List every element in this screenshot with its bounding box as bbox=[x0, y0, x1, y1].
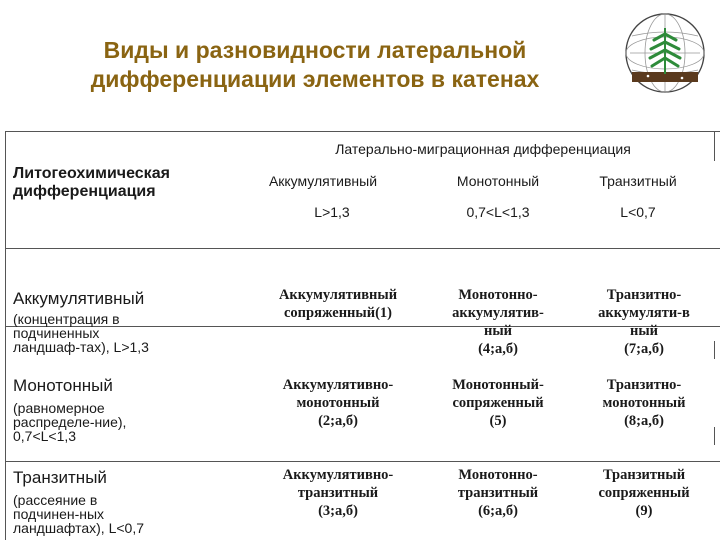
table-row-rule-2 bbox=[5, 461, 720, 462]
page-title bbox=[20, 36, 610, 94]
row-desc-line: 0,7<L<1,3 bbox=[13, 428, 77, 444]
cell-line: Аккумулятивно- bbox=[282, 467, 394, 483]
row-desc-line: (равномерное bbox=[13, 400, 105, 416]
cell-line: сопряженный bbox=[452, 395, 544, 411]
matrix-cell bbox=[571, 466, 717, 520]
cell-line: (8;а,б) bbox=[624, 413, 664, 429]
cell-line: (7;а,б) bbox=[624, 341, 664, 357]
table-top-rule bbox=[5, 131, 720, 132]
column-label: Аккумулятивный bbox=[268, 173, 378, 189]
cell-line: сопряженный(1) bbox=[284, 305, 392, 321]
cell-line: монотонный bbox=[602, 395, 686, 411]
cell-line: транзитный bbox=[297, 485, 379, 501]
cell-line: Транзитно- bbox=[606, 377, 682, 393]
matrix-cell bbox=[425, 376, 571, 430]
row-desc-line: распределе-ние), bbox=[13, 414, 127, 430]
matrix-cell bbox=[571, 286, 717, 358]
cell-line: (4;а,б) bbox=[478, 341, 518, 357]
cell-line: аккумулятив- bbox=[452, 305, 544, 321]
row-desc-line: подчиненных bbox=[13, 325, 100, 341]
column-label: Монотонный bbox=[456, 173, 540, 189]
cell-line: сопряженный bbox=[598, 485, 690, 501]
cell-line: Аккумулятивный bbox=[278, 287, 398, 303]
cell-line: аккумуляти-в bbox=[598, 305, 690, 321]
cell-line: Транзитный bbox=[602, 467, 686, 483]
matrix-cell bbox=[248, 286, 428, 322]
matrix-cell bbox=[248, 376, 428, 430]
column-label: Транзитный bbox=[599, 173, 677, 189]
row-description bbox=[13, 401, 248, 443]
row-description bbox=[13, 312, 248, 354]
column-ratio: L<0,7 bbox=[620, 204, 656, 220]
row-title: Аккумулятивный bbox=[13, 289, 145, 308]
cell-line: (9) bbox=[635, 503, 653, 519]
cell-line: Аккумулятивно- bbox=[282, 377, 394, 393]
row-description bbox=[13, 493, 248, 535]
cell-line: Монотонно- bbox=[458, 467, 538, 483]
differentiation-table bbox=[5, 131, 720, 540]
cell-line: (2;а,б) bbox=[318, 413, 358, 429]
row-title: Монотонный bbox=[13, 376, 113, 395]
cell-line: ный bbox=[483, 323, 513, 339]
cell-line: Транзитно- bbox=[606, 287, 682, 303]
row-desc-line: ландшафтах), L<0,7 bbox=[13, 520, 144, 536]
table-left-rule bbox=[5, 131, 6, 540]
cell-line: (3;а,б) bbox=[318, 503, 358, 519]
table-right-tick bbox=[714, 131, 715, 161]
corner-label: Литогеохимическая дифференциация bbox=[13, 165, 170, 200]
matrix-cell bbox=[571, 376, 717, 430]
column-ratio: L>1,3 bbox=[314, 204, 350, 220]
cell-line: (6;а,б) bbox=[478, 503, 518, 519]
table-header-rule bbox=[5, 248, 720, 249]
cell-line: монотонный bbox=[296, 395, 380, 411]
tree-globe-logo-icon bbox=[624, 12, 706, 94]
cell-line: ный bbox=[629, 323, 659, 339]
row-desc-line: ландшаф-тах), L>1,3 bbox=[13, 339, 149, 355]
matrix-cell bbox=[425, 286, 571, 358]
lateral-header: Латерально-миграционная дифференциация bbox=[335, 141, 631, 157]
matrix-cell bbox=[248, 466, 428, 520]
row-title: Транзитный bbox=[13, 468, 107, 487]
cell-line: Монотонный- bbox=[452, 377, 544, 393]
row-desc-line: (концентрация в bbox=[13, 311, 120, 327]
row-desc-line: подчинен-ных bbox=[13, 506, 105, 522]
cell-line: (5) bbox=[489, 413, 507, 429]
title-line-1: Виды и разновидности латеральной bbox=[103, 37, 527, 63]
row-desc-line: (рассеяние в bbox=[13, 492, 98, 508]
cell-line: транзитный bbox=[457, 485, 539, 501]
matrix-cell bbox=[425, 466, 571, 520]
title-line-2: дифференциации элементов в катенах bbox=[90, 66, 540, 92]
cell-line: Монотонно- bbox=[458, 287, 538, 303]
column-ratio: 0,7<L<1,3 bbox=[466, 204, 530, 220]
